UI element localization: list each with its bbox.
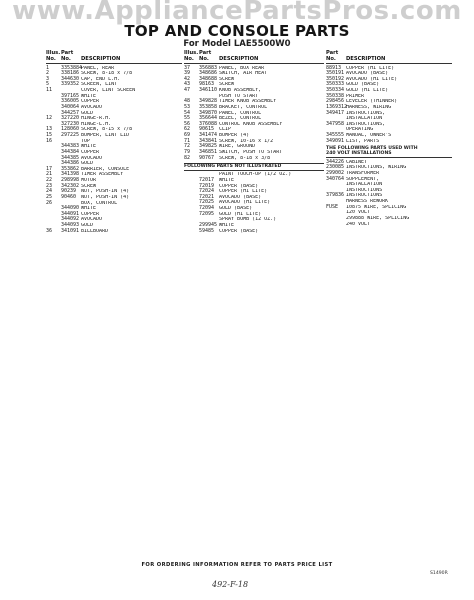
description-cell: INSTRUCTIONS [346,187,383,193]
description-cell: TRANSFORMER [346,170,380,176]
part-no-cell: 90767 [199,154,215,161]
description-cell: AVOCADO [81,217,103,223]
description-cell: INSTRUCTIONS, WIRING [346,165,407,171]
header-part-no: No. [326,56,336,62]
description-cell: BOX, CONTROL [81,200,118,206]
description-cell: AVOCADO [81,104,103,110]
description-cell: 299888 WIRE, SPLICING [346,215,410,221]
part-no-cell: 72095 [199,210,215,217]
description-cell: SCREW, 10-16 x 1/2 [219,138,274,144]
description-cell: COPPER (HI LITE) [219,189,268,195]
part-no-cell: 344383 [61,143,80,150]
description-cell: OPERATING [346,127,374,133]
part-no-cell: 72017 [199,176,215,183]
part-no-cell: 356644 [199,115,218,122]
part-no-cell: 72025 [199,199,215,206]
part-no-cell: 299945 [199,221,218,228]
description-cell: 120 VOLT [346,210,371,216]
part-no-cell: 379836 [326,192,345,199]
description-cell: GOLD (BASE) [346,82,380,88]
description-cell: INSTALLATION [346,116,383,122]
description-cell: COPPER (BASE) [219,228,259,234]
parts-column-1 [46,50,182,234]
part-no-cell: FUSE [326,203,339,210]
description-cell: AVOCADO (HI LITE) [219,200,271,206]
part-no-cell: 88913 [326,64,342,71]
part-no-cell: 341474 [199,132,218,138]
part-no-cell: 340764 [326,175,345,182]
part-no-cell: 344630 [61,75,80,82]
part-no-cell: 349417 [326,109,345,116]
description-cell: 10875 WIRE, SPLICING [346,204,407,210]
description-cell: HARNESS, WIRING [346,104,392,110]
description-cell: HINGE-R.H. [81,116,112,122]
illus-no-cell: 13 [46,126,53,133]
illus-no-cell: 47 [184,87,191,93]
part-no-cell: 327230 [61,120,80,127]
description-cell: WHITE [81,206,97,212]
part-no-cell: 349828 [199,98,218,105]
illus-no-cell: 2 [46,70,50,77]
part-no-cell: 344093 [61,222,80,228]
part-no-cell: 345555 [326,132,345,138]
description-cell: PANEL, BOX REAR [219,65,265,71]
not-illustrated-notice: FOLLOWING PARTS NOT ILLUSTRATED [184,163,324,171]
description-cell: PRIMER [346,93,365,99]
description-cell: COPPER [81,99,100,105]
header-illus-no: No. [184,56,194,62]
illus-no-cell: 11 [46,87,53,93]
description-cell: SCREEN, LINT [81,82,118,88]
illus-no-cell: 22 [46,177,53,183]
description-cell: SCREW, 8-18 x 7/8 [81,71,133,77]
part-no-cell: 349870 [199,109,218,116]
part-no-cell: 344090 [61,205,80,212]
part-no-cell: 341398 [61,171,80,178]
column-header [46,56,182,64]
part-no-cell: 350192 [326,75,345,82]
illus-no-cell: 26 [46,199,53,206]
description-cell: COPPER [81,149,100,155]
illus-no-cell: 71 [184,137,191,144]
table-row [326,139,452,145]
description-cell: SCREW, 8-15 x 7/8 [81,127,133,133]
part-no-cell: 353862 [61,165,80,172]
description-cell: SCREW, 8-18 x 3/8 [219,155,271,161]
description-cell: KNOB ASSEMBLY, [219,88,262,93]
document-code: S1490R [430,571,448,576]
illus-no-cell: 12 [46,115,53,122]
description-cell: CLIP [219,127,232,133]
description-cell: GOLD (BASE) [219,206,253,212]
part-no-cell: 353858 [199,103,218,110]
illus-no-cell: 53 [184,103,191,110]
description-cell: SCREW [219,82,235,88]
description-cell: PANEL, CONTROL [219,110,262,116]
illus-no-cell: 72 [184,143,191,150]
description-cell: COPPER (HI LITE) [346,65,395,71]
part-no-cell: 397165 [61,92,80,99]
header-part: Part [326,50,339,56]
part-no-cell: 344257 [61,109,80,116]
handwritten-note: 492-F-18 [212,580,249,589]
illus-no-cell: 56 [184,120,191,127]
illus-no-cell: 69 [184,132,191,138]
description-cell: AVOCADO [81,155,103,161]
description-cell: AVOCADO (HI LITE) [346,76,398,82]
parts-table-1 [46,66,182,235]
part-no-cell: 344386 [61,160,80,167]
parts-column-3 [326,50,452,227]
part-no-cell: 59485 [199,227,215,234]
part-no-cell: 98163 [199,81,215,88]
part-no-cell: 299002 [326,169,345,176]
description-cell: PUSH TO START [219,93,259,99]
description-cell: COPPER (BASE) [219,183,259,189]
description-cell: WHITE [81,144,97,150]
description-cell: BRACKET, CONTROL [219,104,268,110]
part-no-cell: 349825 [199,143,218,150]
illus-no-cell: 3 [46,75,50,82]
part-no-cell: 343841 [199,137,218,144]
description-cell: MOTOR [81,178,97,183]
part-no-cell: 349091 [326,137,345,144]
part-no-cell [326,222,346,228]
part-no-cell: 344384 [61,148,80,155]
header-description: DESCRIPTION [81,56,121,62]
description-cell: PAINT TOUCH-UP (1/2 OZ.) [219,172,292,178]
part-no-cell: 346110 [199,87,218,93]
part-no-cell: 346851 [199,148,218,155]
description-cell: TIMER ASSEMBLY [81,172,124,178]
part-no-cell: 339352 [61,81,80,88]
part-no-cell: 72024 [199,188,215,195]
description-cell: SWITCH, PUSH TO START [219,149,283,155]
illus-no-cell: 15 [46,132,53,138]
part-no-cell: 72019 [199,182,215,189]
parts-table-2 [184,66,324,162]
illus-no-cell: 48 [184,98,191,105]
part-no-cell: 350333 [326,81,345,88]
illus-no-cell: 82 [184,154,191,161]
parts-table-2-extra [184,172,324,234]
illus-no-cell: 36 [46,227,53,234]
part-no-cell: 90460 [61,193,77,200]
part-no-cell: 72094 [199,205,215,212]
part-no-cell: 350334 [326,87,345,93]
description-cell: COVER, LINT SCREEN [81,88,136,93]
description-cell: WIRE, GROUND [219,144,256,150]
description-cell: NUT, PUSH-IN (4) [81,189,130,195]
part-no-cell: 3353884 [61,64,83,71]
240-volt-notice-line-2: 240 VOLT INSTALLATIONS [326,151,392,157]
illus-no-cell: 39 [184,70,191,77]
part-no-cell: 348688 [199,75,218,82]
description-cell: SCREW [81,183,97,189]
description-cell: COPPER [81,211,100,217]
header-part: Part [61,50,74,56]
part-no-cell: 344091 [61,210,80,217]
part-no-cell: 336005 [61,98,80,105]
description-cell: HARNESS REWORK [346,199,389,205]
description-cell: BUMPER, LINT LID [81,133,130,138]
part-no-cell: 128060 [61,126,80,133]
description-cell: GOLD [81,110,94,116]
part-no-cell: 90239 [61,188,77,195]
description-cell: CONTROL KNOB ASSEMBLY [219,121,283,127]
header-illus-no: No. [46,56,56,62]
illus-no-cell: 24 [46,188,53,195]
header-part-no: No. [199,56,209,62]
description-cell: BEZEL, CONTROL [219,116,262,122]
description-cell: 240 VOLT [346,221,371,227]
part-no-cell: 340064 [61,103,80,110]
parts-table-3 [326,66,452,145]
description-cell: SCREW [219,76,235,82]
header-part-no: No. [61,56,71,62]
part-no-cell: 344226 [326,158,345,165]
description-cell: WHITE [219,177,235,183]
description-cell: MANUAL, OWNER'S [346,133,392,138]
column-header [184,56,324,64]
illus-no-cell: 37 [184,64,191,71]
description-cell: CABINET [346,159,368,165]
illus-no-cell: 17 [46,165,53,172]
description-cell: GOLD [81,161,94,167]
illus-no-cell: 23 [46,182,53,189]
header-description: DESCRIPTION [219,56,259,62]
part-no-cell: 1369312 [326,103,348,110]
description-cell: WHITE [81,93,97,99]
description-cell: INSTALLATION [346,182,383,188]
illus-no-cell [184,229,199,235]
description-cell: PANEL, REAR [81,65,115,71]
description-cell: BARRIER, CONSOLE [81,166,130,172]
description-cell: NUT, PUSH-IN (4) [81,194,130,200]
table-row [184,229,324,235]
description-cell: BILLBOARD [81,228,109,234]
part-no-cell: 344092 [61,216,80,223]
parts-column-2 [184,50,324,234]
part-no-cell: 350191 [326,70,345,77]
part-no-cell: 356883 [199,64,218,71]
description-cell: GOLD (HI LITE) [346,88,389,93]
part-no-cell: 347958 [326,120,345,127]
description-cell: SUPPLEMENT, [346,176,380,182]
part-no-cell: 341091 [61,227,80,234]
description-cell: INSTRUCTIONS [346,193,383,199]
illus-no-cell: 42 [184,75,191,82]
illus-no-cell: 55 [184,115,191,122]
header-description: DESCRIPTION [346,56,386,62]
table-row [326,222,452,228]
part-no-cell: 350338 [326,92,345,99]
description-cell: CAP, END L.H. [81,76,121,82]
part-no-cell: 376088 [199,120,218,127]
ordering-info-note: FOR ORDERING INFORMATION REFER TO PARTS PRICE LIST [141,562,333,568]
part-no-cell: 298456 [326,98,345,105]
model-subtitle: For Model LAE5500W0 [183,39,291,49]
240-volt-notice-line-1: THE FOLLOWING PARTS USED WITH [326,146,418,152]
240-volt-notice [326,146,452,158]
description-cell: TIMER KNOB ASSEMBLY [219,99,277,105]
illus-no-cell: 1 [46,64,50,71]
description-cell: BUMPER (4) [219,133,250,138]
header-part: Part [199,50,212,56]
description-cell: LEVELER (THINNER) [346,99,398,105]
watermark: www.AppliancePartsPros.com [12,0,462,26]
part-no-cell: 297225 [61,132,80,138]
page-title: TOP AND CONSOLE PARTS [124,22,350,40]
description-cell: TOP [81,138,91,144]
table-row [184,156,324,162]
description-cell: SPRAY BOMB (12 OZ.) [219,217,277,223]
column-header [326,56,452,64]
description-cell: GOLD (HI LITE) [219,211,262,217]
parts-table-3-extra [326,160,452,228]
illus-no-cell: 79 [184,148,191,155]
table-row [46,229,182,235]
illus-no-cell: 5 [46,81,50,88]
description-cell: AVOCADO (BASE) [219,194,262,200]
part-no-cell: 298998 [61,177,80,183]
description-cell: INSTRUCTIONS, [346,110,386,116]
illus-no-cell: 43 [184,81,191,88]
illus-no-cell: 16 [46,137,53,144]
description-cell: LIST, PARTS [346,138,380,144]
part-no-cell: 72021 [199,193,215,200]
illus-no-cell: 25 [46,193,53,200]
part-no-cell: 230085 [326,164,345,171]
illus-no-cell: 21 [46,171,53,178]
header-illus: Illus. [46,50,61,56]
part-no-cell: 348686 [199,70,218,77]
part-no-cell: 338186 [61,70,80,77]
part-no-cell: 327220 [61,115,80,122]
illus-no-cell: 54 [184,109,191,116]
description-cell: HINGE-L.H. [81,121,112,127]
part-no-cell: 90615 [199,126,215,133]
description-cell: GOLD [81,223,94,228]
description-cell: AVOCADO (BASE) [346,71,389,77]
part-no-cell: 344385 [61,154,80,161]
description-cell: WHITE [219,222,235,228]
part-no-cell: 342302 [61,182,80,189]
header-illus: Illus. [184,50,199,56]
description-cell: INSTRUCTIONS, [346,121,386,127]
illus-no-cell: 62 [184,126,191,133]
description-cell: SWITCH, AIR HEAT [219,71,268,77]
